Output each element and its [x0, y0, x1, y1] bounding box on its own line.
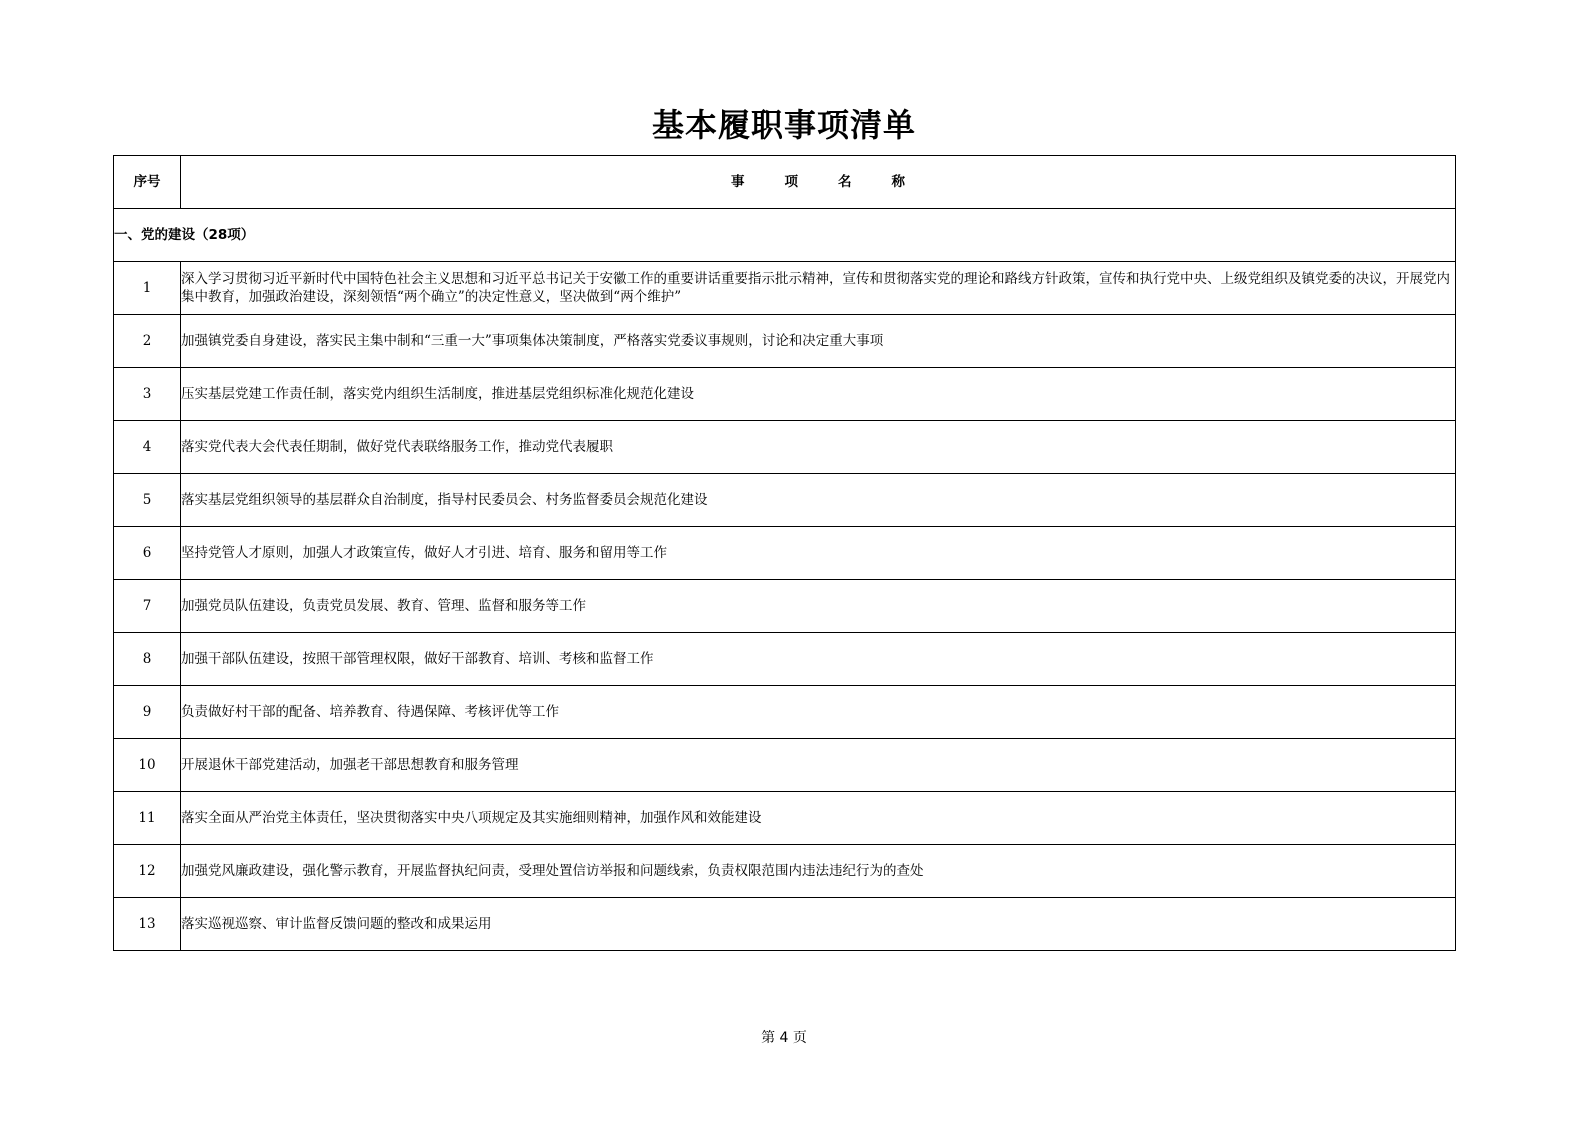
row-item-name: 落实全面从严治党主体责任，坚决贯彻落实中央八项规定及其实施细则精神，加强作风和效能建设	[181, 792, 1456, 845]
section-row	[114, 209, 1456, 262]
row-number: 12	[114, 845, 181, 898]
table-row	[114, 580, 1456, 633]
row-number: 13	[114, 898, 181, 951]
row-item-name: 加强党风廉政建设，强化警示教育，开展监督执纪问责，受理处置信访举报和问题线索，负责权限范围内违法违纪行为的查处	[181, 845, 1456, 898]
row-item-name: 负责做好村干部的配备、培养教育、待遇保障、考核评优等工作	[181, 686, 1456, 739]
header-name-char: 称	[891, 174, 905, 190]
row-item-name: 落实巡视巡察、审计监督反馈问题的整改和成果运用	[181, 898, 1456, 951]
row-number: 9	[114, 686, 181, 739]
page-title: 基本履职事项清单	[651, 106, 916, 144]
table-row	[114, 368, 1456, 421]
header-name-char: 事	[731, 174, 745, 190]
table-row	[114, 421, 1456, 474]
row-number: 4	[114, 421, 181, 474]
header-no: 序号	[114, 156, 181, 209]
header-name-char: 项	[784, 174, 798, 190]
table-row	[114, 686, 1456, 739]
row-item-name: 开展退休干部党建活动，加强老干部思想教育和服务管理	[181, 739, 1456, 792]
row-item-name: 落实基层党组织领导的基层群众自治制度，指导村民委员会、村务监督委员会规范化建设	[181, 474, 1456, 527]
table-row	[114, 792, 1456, 845]
table-header-row	[114, 156, 1456, 209]
row-number: 11	[114, 792, 181, 845]
row-number: 6	[114, 527, 181, 580]
row-item-name: 坚持党管人才原则，加强人才政策宣传，做好人才引进、培育、服务和留用等工作	[181, 527, 1456, 580]
section-title: 一、党的建设（28项）	[114, 209, 1456, 262]
row-item-name: 压实基层党建工作责任制，落实党内组织生活制度，推进基层党组织标准化规范化建设	[181, 368, 1456, 421]
row-number: 8	[114, 633, 181, 686]
page-number: 第 4 页	[761, 1030, 807, 1046]
table-row	[114, 898, 1456, 951]
table-row	[114, 845, 1456, 898]
row-number: 3	[114, 368, 181, 421]
row-item-name: 加强镇党委自身建设，落实民主集中制和“三重一大”事项集体决策制度，严格落实党委议事规则，讨论和决定重大事项	[181, 315, 1456, 368]
row-number: 1	[114, 262, 181, 315]
row-number: 5	[114, 474, 181, 527]
table-row	[114, 633, 1456, 686]
row-number: 2	[114, 315, 181, 368]
row-item-name: 深入学习贯彻习近平新时代中国特色社会主义思想和习近平总书记关于安徽工作的重要讲话重要指示批示精神，宣传和贯彻落实党的理论和路线方针政策，宣传和执行党中央、上级党组织及镇党委的决议，开展党内集中教育，加强政治建设，深刻领悟“两个确立”的决定性意义，坚决做到“两个维护”	[181, 262, 1456, 315]
row-number: 7	[114, 580, 181, 633]
row-item-name: 加强干部队伍建设，按照干部管理权限，做好干部教育、培训、考核和监督工作	[181, 633, 1456, 686]
header-name-char: 名	[838, 174, 852, 190]
table-row	[114, 315, 1456, 368]
row-item-name: 落实党代表大会代表任期制，做好党代表联络服务工作，推动党代表履职	[181, 421, 1456, 474]
table-row	[114, 262, 1456, 315]
table-row	[114, 474, 1456, 527]
row-number: 10	[114, 739, 181, 792]
table-row	[114, 527, 1456, 580]
duty-list-table	[113, 155, 1456, 951]
table-row	[114, 739, 1456, 792]
row-item-name: 加强党员队伍建设，负责党员发展、教育、管理、监督和服务等工作	[181, 580, 1456, 633]
header-name	[181, 156, 1456, 209]
